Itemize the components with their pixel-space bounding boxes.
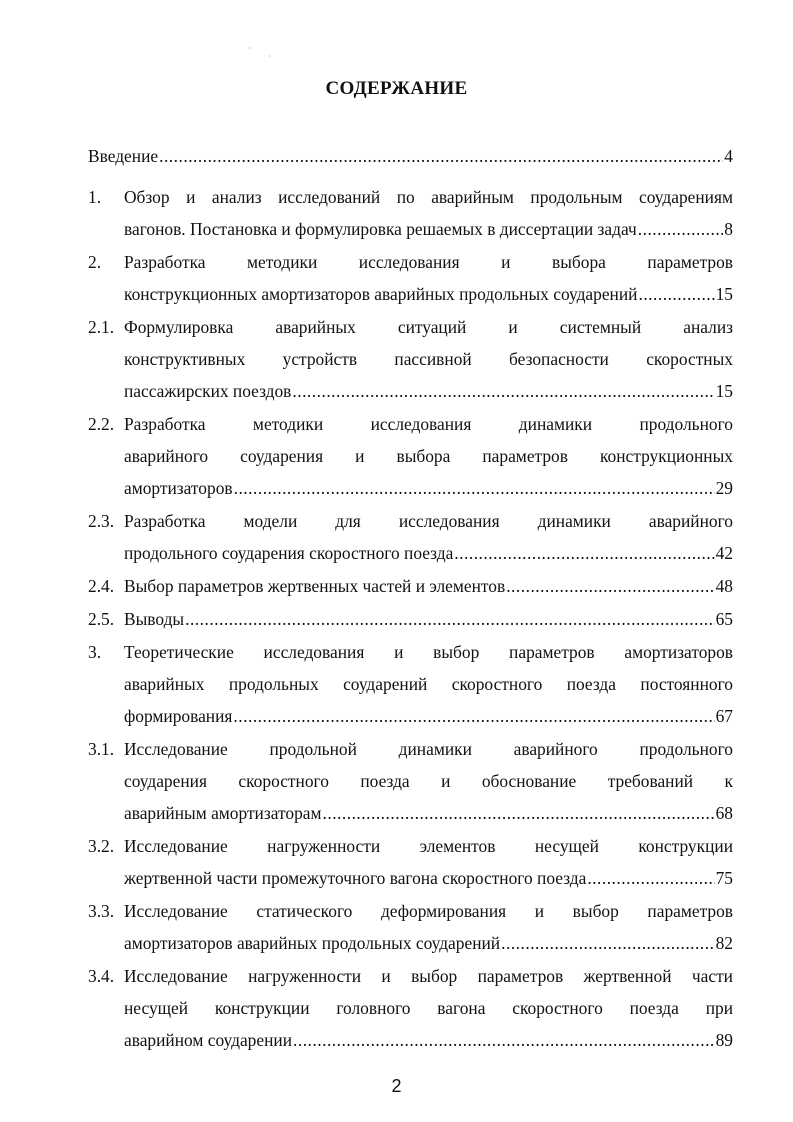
toc-entry-title-line: конструктивных устройств пассивной безопасности скоростных (124, 349, 733, 369)
toc-entry-2-5 (88, 603, 733, 635)
page-number: 2 (391, 1076, 402, 1096)
toc-entry-title-line: Исследование продольной динамики аварийного продольного (124, 739, 733, 759)
toc-entry-title-line: амортизаторов (124, 478, 233, 498)
toc-entry-3-3 (88, 895, 733, 959)
toc-entry-title-line: Исследование статического деформирования и выбор параметров (124, 901, 733, 921)
toc-entry-title-line: вагонов. Постановка и формулировка решаемых в диссертации задач (124, 219, 637, 239)
toc-entry-title-line: соударения скоростного поезда и обоснование требований к (124, 771, 733, 791)
toc-entry-title-line: амортизаторов аварийных продольных соударений (124, 933, 501, 953)
toc-page-number: 42 (715, 543, 733, 563)
toc-entry-3-2 (88, 830, 733, 894)
toc-entry-2 (88, 246, 733, 310)
toc-page-number: 8 (724, 219, 733, 239)
toc-entry-title-line: конструкционных амортизаторов аварийных продольных соударений (124, 284, 638, 304)
dot-leader (587, 862, 714, 894)
toc-page-number: 82 (715, 933, 733, 953)
toc-page-number: 15 (715, 284, 733, 304)
dot-leader (638, 278, 714, 310)
toc-page-number: 15 (715, 381, 733, 401)
table-of-contents (88, 140, 733, 1056)
dot-leader (234, 472, 715, 504)
scan-speck: · (268, 52, 271, 61)
toc-page-number: 65 (715, 609, 733, 629)
toc-entry-3-4 (88, 960, 733, 1056)
dot-leader (185, 603, 715, 635)
dot-leader (454, 537, 714, 569)
toc-entry-2-4 (88, 570, 733, 602)
dot-leader (638, 213, 724, 245)
toc-entry-title: Введение (88, 146, 159, 166)
dot-leader (501, 927, 714, 959)
toc-section-number: 2.2. (88, 414, 115, 434)
toc-page-number: 4 (724, 146, 733, 166)
toc-section-number: 3.2. (88, 836, 115, 856)
dot-leader (506, 570, 714, 602)
toc-section-number: 2.3. (88, 511, 115, 531)
toc-page-number: 75 (715, 868, 733, 888)
toc-page-number: 89 (715, 1030, 733, 1050)
toc-entry-3 (88, 636, 733, 732)
toc-entry-1 (88, 181, 733, 245)
toc-section-number: 3.4. (88, 966, 115, 986)
toc-entry-title-line: несущей конструкции головного вагона скоростного поезда при (124, 998, 733, 1018)
toc-entry-title-line: аварийном соударении (124, 1030, 293, 1050)
toc-page-number: 48 (715, 576, 733, 596)
toc-section-number: 2.1. (88, 317, 115, 337)
toc-entry-title-line: Обзор и анализ исследований по аварийным продольным соударениям (124, 187, 733, 207)
toc-section-number: 1. (88, 187, 102, 207)
toc-entry-title-line: Теоретические исследования и выбор параметров амортизаторов (124, 642, 733, 662)
dot-leader (323, 797, 715, 829)
toc-entry-title-line: Формулировка аварийных ситуаций и системный анализ (124, 317, 733, 337)
toc-entry-title-line: Выводы (124, 609, 185, 629)
toc-section-number: 3. (88, 642, 102, 662)
toc-entry-introduction (88, 140, 733, 172)
toc-section-number: 2. (88, 252, 102, 272)
toc-section-number: 3.1. (88, 739, 115, 759)
dot-leader (233, 700, 714, 732)
toc-entry-title-line: аварийного соударения и выбора параметров конструкционных (124, 446, 733, 466)
toc-entry-title-line: Исследование нагруженности и выбор параметров жертвенной части (124, 966, 733, 986)
dot-leader (159, 140, 723, 172)
toc-entry-title-line: Разработка методики исследования и выбора параметров (124, 252, 733, 272)
toc-entry-title-line: жертвенной части промежуточного вагона скоростного поезда (124, 868, 587, 888)
toc-section-number: 2.4. (88, 576, 115, 596)
toc-entry-title-line: аварийным амортизаторам (124, 803, 322, 823)
toc-entry-2-2 (88, 408, 733, 504)
toc-entry-title-line: аварийных продольных соударений скоростного поезда постоянного (124, 674, 733, 694)
dot-leader (293, 1024, 715, 1056)
toc-page-number: 67 (715, 706, 733, 726)
toc-entry-title-line: пассажирских поездов (124, 381, 292, 401)
toc-entry-3-1 (88, 733, 733, 829)
toc-page-number: 29 (715, 478, 733, 498)
toc-entry-title-line: продольного соударения скоростного поезда (124, 543, 454, 563)
page-title: СОДЕРЖАНИЕ (325, 78, 468, 99)
toc-entry-2-3 (88, 505, 733, 569)
toc-entry-title-line: Исследование нагруженности элементов несущей конструкции (124, 836, 733, 856)
scan-speck: · (248, 44, 251, 53)
toc-entry-title-line: формирования (124, 706, 233, 726)
toc-entry-title-line: Разработка методики исследования динамики продольного (124, 414, 733, 434)
toc-entry-title-line: Разработка модели для исследования динамики аварийного (124, 511, 733, 531)
toc-section-number: 2.5. (88, 609, 115, 629)
dot-leader (292, 375, 714, 407)
toc-page-number: 68 (715, 803, 733, 823)
toc-entry-2-1 (88, 311, 733, 407)
toc-section-number: 3.3. (88, 901, 115, 921)
toc-entry-title-line: Выбор параметров жертвенных частей и элементов (124, 576, 506, 596)
